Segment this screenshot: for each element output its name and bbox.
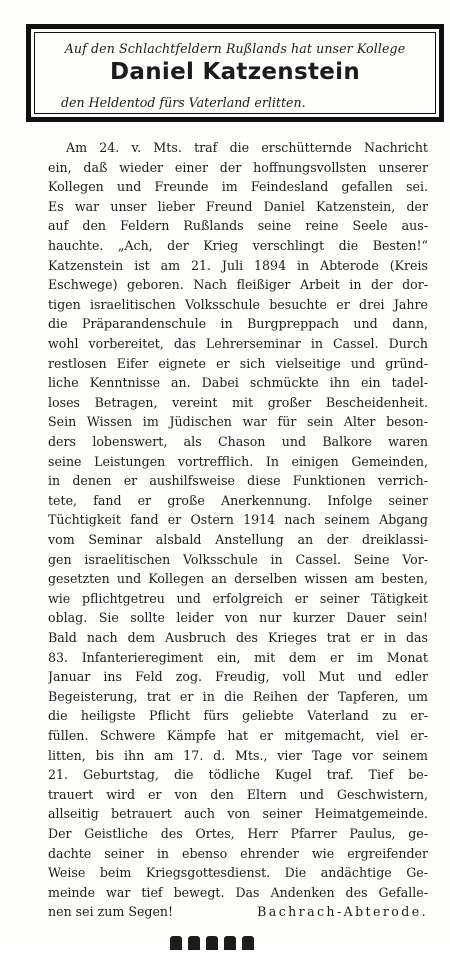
article-line: litten, bis ihn am 17. d. Mts., vier Tage vor seinem [48,747,428,763]
deceased-name: Daniel Katzenstein [110,59,360,85]
article-line: tete, fand er große Anerkennung. Infolge seiner [48,492,428,508]
article-line: trauert wird er von den Eltern und Geschwistern, [48,786,428,802]
article-line: Tüchtigkeit fand er Ostern 1914 nach seinem Abgang [48,512,428,528]
article-line: füllen. Schwere Kämpfe hat er mitgemacht, viel er- [48,728,428,743]
article-line: allseitig betrauert auch von seiner Heimatgemeinde. [48,806,428,822]
article-line: in denen er aushilfsweise diese Funktionen verrich- [48,473,428,489]
next-article-heading-fragment [170,928,290,958]
article-line: Weise beim Kriegsgottesdienst. Die andächtige Ge- [48,865,428,881]
article-line: Kollegen und Freunde im Feindesland gefallen sei. [48,179,428,195]
article-line: wohl vorbereitet, das Lehrerseminar in Cassel. Durch [48,336,428,351]
heading-outro-text: den Heldentod fürs Vaterland erlitten. [61,95,306,110]
article-line: liche Kenntnisse an. Dabei schmückte ihn ein tadel- [48,375,428,391]
article-line: oblag. Sie sollte leider von nur kurzer Dauer sein! [48,610,428,626]
article-line: wie pflichtgetreu und erfolgreich er seiner Tätigkeit [48,590,428,606]
article-line: 83. Infanterieregiment ein, mit dem er im Monat [48,649,428,665]
article-line: nen sei zum Segen! Bachrach-Abterode. [48,902,428,922]
article-line: gen israelitischen Volksschule in Cassel. Seine Vor- [48,551,428,567]
article-line: ein, daß wieder einer der hoffnungsvollsten unserer [48,159,428,175]
article-line: Januar ins Feld zog. Freudig, voll Mut und edler [48,669,428,685]
article-line: 21. Geburtstag, die tödliche Kugel traf. Tief be- [48,767,428,783]
article-line: auf den Feldern Rußlands seine reine Seele aus- [48,218,428,234]
article-line: Bald nach dem Ausbruch des Krieges trat er in das [48,630,428,645]
obituary-heading-box [26,24,444,122]
article-line: restlosen Eifer eignete er sich vielseitige und gründ- [48,355,428,371]
article-line: Der Geistliche des Ortes, Herr Pfarrer Paulus, ge- [48,826,428,841]
article-line: meinde war tief bewegt. Das Andenken des Gefalle- [48,884,428,900]
article-line: seine Leistungen vortrefflich. In einigen Gemeinden, [48,453,428,469]
article-line: Es war unser lieber Freund Daniel Katzenstein, der [48,198,428,214]
article-line: ders lobenswert, als Chason und Balkore waren [48,434,428,449]
article-line: Eschwege) geboren. Nach fleißiger Arbeit in der dor- [48,277,428,293]
article-line: dachte seiner in ebenso ehrender wie ergreifender [48,845,428,861]
article-line: die heiligste Pflicht fürs geliebte Vaterland zu er- [48,708,428,724]
article-line: Sein Wissen im Jüdischen war für sein Alter beson- [48,414,428,430]
article-line: die Präparandenschule in Burgpreppach und dann, [48,316,428,332]
article-line: gesetzten und Kollegen an derselben wissen am besten, [48,571,428,587]
article-line: Katzenstein ist am 21. Juli 1894 in Abterode (Kreis [48,257,428,273]
article-line: Am 24. v. Mts. traf die erschütternde Nachricht [66,140,428,155]
article-line: vom Seminar alsbald Anstellung an der dreiklassi- [48,532,428,547]
article-line: loses Betragen, vereint mit großer Bescheidenheit. [48,394,428,410]
heading-intro-text: Auf den Schlachtfeldern Rußlands hat unser Kollege [64,41,406,56]
article-line: hauchte. „Ach, der Krieg verschlingt die Besten!“ [48,238,428,253]
article-line: tigen israelitischen Volksschule besuchte er drei Jahre [48,296,428,312]
author-signature: Bachrach-Abterode. [257,904,428,920]
article-line: Begeisterung, trat er in die Reihen der Tapferen, um [48,688,428,704]
